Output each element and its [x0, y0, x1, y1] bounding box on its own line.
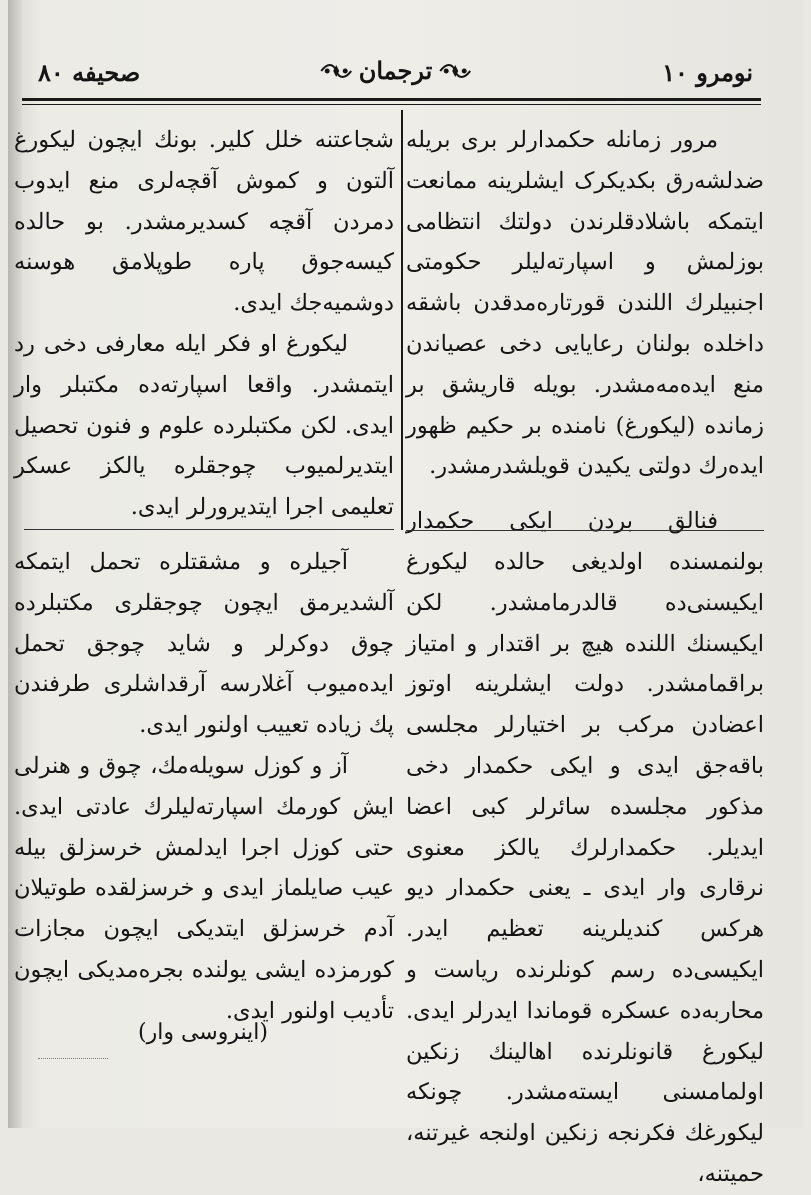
left-paragraph-3-text: آجیلره و مشقتلره تحمل ایتمکه آلشدیرمق ایچون چوجقلری مکتبلرده چوق دوکرلر و شاید چوجق تحمل ایده‌میوب آغلارسه آرقداشلری طرفندن پك زیاده تعییب اولنور ایدی.	[14, 548, 394, 739]
right-paragraph-1	[406, 120, 764, 487]
left-section-rule	[24, 529, 394, 530]
left-paragraph-1-text: شجاعتنه خلل کلیر. بونك ایچون لیکورغ آلتون و کموش آقچه‌لری منع ایدوب دمردن آقچه کسدیرمشدر. بو حالده کیسه‌جوق پاره طوپلامق هوسنه دوشمیه‌جك ایدی.	[14, 127, 394, 317]
ink-smudge	[38, 1048, 108, 1059]
header-rule-thin	[22, 104, 761, 105]
left-column	[14, 120, 394, 1032]
left-paragraph-3	[14, 542, 394, 746]
masthead	[38, 52, 753, 96]
left-paragraph-4	[14, 746, 394, 1032]
left-paragraph-2	[14, 324, 394, 528]
newspaper-page	[8, 0, 803, 1187]
left-paragraph-1	[14, 120, 394, 324]
column-divider	[401, 110, 403, 530]
newspaper-title: ترجمان	[358, 56, 433, 85]
left-paragraph-4-text: آز و کوزل سویله‌مك، چوق و هنرلی ایش کورمك اسپارته‌لیلرك عادتی ایدی. حتی کوزل اجرا ایدلمش خرسزلق بیله عیب صایلماز ایدی و خرسزلقده طوتیلان آدم خرسزلق ایتدیکی ایچون مجازات کورمزده ایشی یولنده بجره‌مدیکی ایچون تأدیب اولنور ایدی.	[14, 752, 394, 1024]
title-group	[319, 56, 473, 85]
issue-number: نومرو ۱۰	[662, 58, 753, 87]
right-section-rule	[406, 530, 764, 531]
continued-note: (اینروسی وار)	[138, 1020, 268, 1045]
right-ornament-icon	[438, 61, 472, 81]
right-paragraph-1-text: مرور زمانله حکمدارلر بری بریله ضدلشه‌رق بکدیکرک ایشلرینه ممانعت ایتمکه باشلادقلرندن دولتك انتظامی بوزلمش و اسپارته‌لیلر حکومتی اجنبیلرك اللندن قورتاره‌مدقدن باشقه داخلده بولنان رعایایی دخی عصیاندن منع ایده‌مه‌مشدر. بویله قاریشق بر زمانده (لیکورغ) نامنده بر حکیم ظهور ایده‌رك دولتی یکیدن قویلشدرمشدر.	[406, 127, 764, 480]
left-ornament-icon	[319, 61, 353, 81]
left-paragraph-2-text: لیکورغ او فکر ایله معارفی دخی رد ایتمشدر. واقعا اسپارته‌ده مکتبلر وار ایدی. لکن مکتبلرده علوم و فنون تحصیل ایتدیرلمیوب چوجقلره یالکز عسکر تعلیمی اجرا ایتدیرورلر ایدی.	[14, 330, 394, 521]
left-column-gap	[14, 528, 394, 542]
header-rule-thick	[22, 98, 761, 101]
right-paragraph-2-text: فنالق بردن ایکی حکمدار بولنمسنده اولدیغی حالده لیکورغ ایکیسنی‌ده قالدرمامشدر. لکن ایکیسنك اللنده هیچ بر اقتدار و امتیاز براقمامشدر. دولت ایشلرینه اوتوز اعضادن مرکب بر اختیارلر مجلسی باقه‌جق ایدی و ایکی حکمدار دخی مذکور مجلسده سائرلر کبی اعضا ایدیلر. حکمدارلرك یالکز معنوی نرقاری وار ایدی ـ یعنی حکمدار دیو هرکس کندیلرینه تعظیم ایدر. ایکیسی‌ده رسم کونلرنده ریاست و محاربه‌ده عسکره قوماندا ایدرلر ایدی. لیکورغ قانونلرنده اهالینك زنکین اولمامسنی ایسته‌مشدر. چونکه لیکورغك فکرنجه زنکین اولنجه غیرتنه، حمیتنه،	[406, 508, 764, 1187]
right-paragraph-2	[406, 501, 764, 1195]
page-number: صحیفه ۸۰	[38, 58, 141, 87]
right-column-gap	[406, 487, 764, 501]
right-column	[406, 120, 764, 1195]
